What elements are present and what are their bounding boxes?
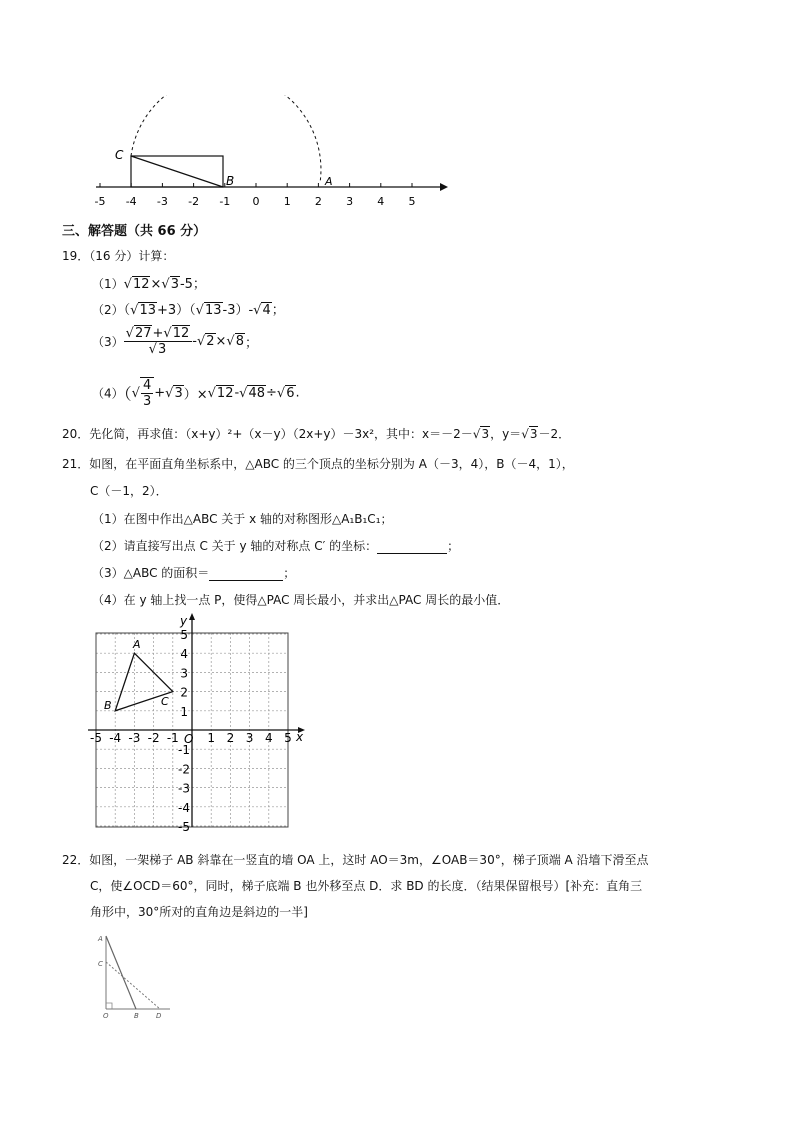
operator: × (215, 334, 227, 349)
x-tick-label: -1 (166, 731, 179, 745)
q19-part4 (92, 377, 300, 409)
radicand: 48 (248, 385, 266, 401)
sqrt-symbol: √48 (239, 385, 266, 401)
radicand: 27 (134, 326, 152, 341)
q19-p3-tag: （3） (92, 335, 124, 349)
q20-text (62, 425, 570, 442)
answer-blank[interactable] (377, 539, 447, 554)
tick-label: 5 (408, 195, 416, 208)
paren: （ (123, 303, 131, 318)
x-tick-label: 5 (284, 731, 292, 745)
x-tick-label: -2 (147, 731, 160, 745)
sqrt-symbol: √3 (165, 385, 183, 401)
answer-blank[interactable] (209, 566, 283, 581)
x-tick-label: -5 (90, 731, 102, 745)
radicand: 8 (235, 334, 244, 349)
sqrt-symbol: √3 (148, 342, 167, 357)
tick-label: 3 (346, 195, 354, 208)
q19-p2-tag: （2） (92, 303, 124, 317)
sqrt-symbol: √13 (195, 303, 222, 318)
tick-label: -4 (125, 195, 137, 208)
x-tick-label: 2 (226, 731, 235, 745)
y-tick-label: 5 (180, 628, 188, 642)
label-b: B (134, 1012, 139, 1020)
y-tick-label: -3 (178, 781, 190, 796)
radicand: 12 (132, 277, 150, 292)
q22-line3: 角形中，30°所对的直角边是斜边的一半] (90, 905, 308, 919)
label-c: C (98, 960, 103, 968)
y-tick-label: -1 (178, 743, 190, 758)
label-o: O (103, 1012, 109, 1020)
segment: -3）- (222, 303, 254, 318)
plus: + (152, 326, 164, 341)
label-d: D (156, 1012, 162, 1020)
axis-arrow (440, 183, 448, 191)
q22-line2: C，使∠OCD＝60°，同时，梯子底端 B 也外移至点 D．求 BD 的长度．（结果保留根号）[补充：直角三 (90, 879, 643, 893)
x-tick-label: -3 (128, 731, 141, 745)
x-axis-label: x (296, 730, 304, 744)
y-axis-arrow (189, 613, 195, 620)
y-tick-label: -5 (178, 820, 190, 834)
tail: . (295, 385, 300, 401)
radicand: 2 (206, 334, 215, 349)
x-tick-label: 3 (245, 731, 254, 745)
x-tick-label: 4 (264, 731, 273, 745)
radicand: 6 (286, 385, 295, 401)
tick-label: -2 (188, 195, 200, 208)
sqrt-symbol: √4 (253, 303, 271, 318)
q21-p3-tail: ； (283, 566, 296, 580)
radicand: 3 (174, 385, 183, 401)
y-axis-label: y (180, 614, 188, 628)
segment: +3）（ (157, 303, 196, 318)
label-a: A (98, 935, 103, 943)
tick-label: -3 (156, 195, 168, 208)
y-tick-label: 3 (180, 666, 188, 681)
q21-p3-text: （3）△ABC 的面积＝ (92, 566, 210, 580)
q19-p4-tag: （4） (92, 386, 124, 401)
sqrt-symbol: √3 (521, 427, 538, 441)
number-line-figure (88, 95, 458, 210)
label-a: A (325, 175, 333, 188)
radicand: 4 (262, 303, 271, 318)
q19-part3 (92, 326, 258, 357)
grid-labels (90, 628, 292, 834)
y-tick-label: 1 (180, 704, 188, 719)
tail: ； (245, 336, 259, 351)
radicand: 3 (529, 427, 538, 441)
dashed-arc (131, 95, 321, 183)
radicand: 13 (204, 303, 222, 318)
point-a-label: A (133, 638, 141, 651)
tail: -5； (179, 277, 206, 292)
sqrt-symbol: √12 (123, 277, 150, 292)
operator: × (150, 277, 162, 292)
minus: - (234, 385, 240, 401)
label-c: C (115, 148, 124, 162)
tick-label: -5 (94, 195, 106, 208)
sqrt-symbol: √8 (226, 334, 244, 349)
q20-tail: －2． (538, 427, 571, 441)
sqrt-symbol: √27 (125, 326, 152, 341)
fraction (141, 378, 153, 409)
tick-label: 1 (283, 195, 291, 208)
fraction (124, 326, 193, 357)
sqrt-symbol: √12 (163, 326, 190, 341)
q21-part3 (92, 564, 295, 581)
origin-label: O (184, 732, 194, 746)
q20-mid: ，y＝ (490, 427, 522, 441)
tail: ； (271, 303, 285, 318)
point-c-label: C (161, 695, 169, 708)
minus: - (192, 334, 197, 349)
tick-label: 4 (377, 195, 385, 208)
radicand: 3 (170, 277, 179, 292)
ladder-figure (88, 928, 178, 1020)
x-tick-label: 1 (207, 731, 216, 745)
radicand: 12 (216, 385, 234, 401)
q21-line1: 21．如图，在平面直角坐标系中，△ABC 的三个顶点的坐标分别为 A（－3，4），B（－4，1）， (62, 457, 574, 471)
denominator: 3 (142, 394, 152, 409)
diagonal-cb (131, 156, 223, 187)
sqrt-symbol: √13 (130, 303, 156, 318)
q19-p1-tag: （1） (92, 277, 124, 291)
divide: ÷ (266, 385, 277, 401)
radicand: 12 (172, 326, 190, 341)
q20-pre: 20．先化简，再求值：（x+y）²+（x－y）（2x+y）－3x²，其中：x＝－2－ (62, 427, 473, 441)
sqrt-symbol: √6 (276, 385, 295, 401)
coordinate-grid-figure (86, 613, 311, 835)
y-tick-label: -2 (178, 762, 190, 777)
numerator: 4 (142, 378, 152, 393)
tick-label: 0 (252, 195, 260, 208)
point-b-label: B (104, 699, 112, 712)
q19-part1 (92, 273, 206, 292)
sqrt-symbol: √3 (472, 427, 490, 441)
q21-line2: C（－1，2）． (90, 484, 168, 498)
label-b: B (226, 174, 235, 188)
tick-label: 2 (314, 195, 322, 208)
q19-head: 19．（16 分）计算： (62, 249, 175, 263)
sqrt-symbol: √12 (207, 385, 234, 401)
q21-part1: （1）在图中作出△ABC 关于 x 轴的对称图形△A₁B₁C₁； (92, 512, 393, 526)
sqrt-symbol: √2 (196, 334, 215, 349)
q21-p2-tail: ； (447, 539, 460, 553)
radicand: 3 (481, 427, 490, 441)
sqrt-symbol: √3 (161, 277, 179, 292)
q19-part2 (92, 299, 285, 318)
y-tick-label: 4 (180, 647, 188, 662)
y-tick-label: -4 (178, 800, 190, 815)
q22-line1: 22．如图，一架梯子 AB 斜靠在一竖直的墙 OA 上，这时 AO＝3m，∠OAB＝30°，梯子顶端 A 沿墙下滑至点 (62, 853, 649, 867)
paren: （ (123, 384, 132, 404)
ladder-ab (106, 936, 136, 1009)
section-title: 三、解答题（共 66 分） (62, 224, 207, 239)
sqrt-symbol: √ $\frac{4}{3}$ (132, 377, 155, 409)
q21-part2 (92, 537, 459, 554)
tick-label: -1 (219, 195, 231, 208)
y-tick-label: 2 (180, 685, 188, 700)
radicand: 13 (139, 303, 156, 318)
segment: ）× (183, 387, 208, 403)
right-angle-mark (106, 1003, 112, 1009)
q21-part4: （4）在 y 轴上找一点 P，使得△PAC 周长最小，并求出△PAC 周长的最小值． (92, 593, 510, 607)
x-tick-label: -4 (109, 731, 122, 745)
radicand: 3 (157, 342, 167, 357)
plus: + (154, 385, 166, 401)
q21-p2-text: （2）请直接写出点 C 关于 y 轴的对称点 C′ 的坐标： (92, 539, 378, 553)
